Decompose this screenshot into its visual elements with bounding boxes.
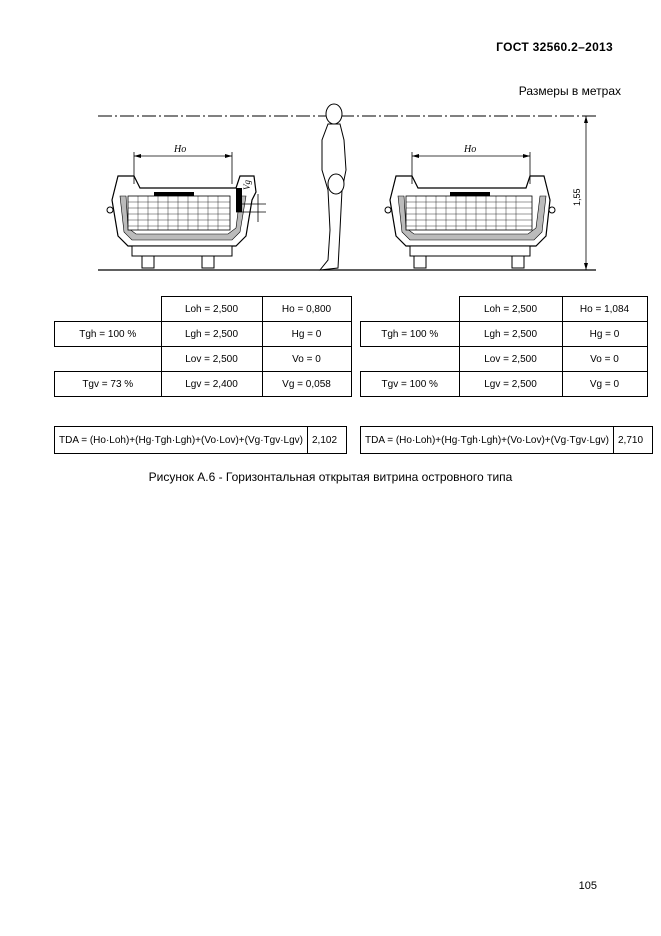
left-parameters-table (54, 296, 352, 397)
hg-cell: Hg = 0 (262, 322, 351, 347)
lgh-cell: Lgh = 2,500 (459, 322, 562, 347)
right-display-case (385, 144, 555, 268)
vo-cell: Vo = 0 (262, 347, 351, 372)
tda-value: 2,102 (307, 427, 346, 454)
ho-label-right: Ho (464, 144, 477, 155)
tgv-cell: Tgv = 73 % (55, 372, 162, 397)
figure-caption: Рисунок А.6 - Горизонтальная открытая витрина островного типа (148, 470, 513, 484)
tda-value: 2,710 (613, 427, 652, 454)
table-row (361, 427, 653, 454)
lov-cell: Lov = 2,500 (161, 347, 262, 372)
human-figure (320, 104, 346, 270)
page-number: 105 (578, 880, 597, 892)
loh-cell: Loh = 2,500 (161, 297, 262, 322)
ho-cell: Ho = 1,084 (562, 297, 647, 322)
table-row (55, 322, 352, 347)
table-row (55, 427, 347, 454)
units-note: Размеры в метрах (518, 84, 621, 98)
right-parameters-table (360, 296, 648, 397)
lgh-cell: Lgh = 2,500 (161, 322, 262, 347)
tgh-cell: Tgh = 100 % (55, 322, 162, 347)
tda-formula: TDA = (Ho·Loh)+(Hg·Tgh·Lgh)+(Vo·Lov)+(Vg·Tgv·Lgv) (55, 427, 308, 454)
height-dimension (572, 116, 588, 270)
left-tda-table (54, 426, 347, 454)
tgh-cell: Tgh = 100 % (361, 322, 460, 347)
table-row (361, 297, 648, 322)
ho-label-left: Ho (174, 144, 187, 155)
hg-cell: Hg = 0 (562, 322, 647, 347)
right-tda-table (360, 426, 653, 454)
display-case-drawing (0, 100, 661, 280)
table-row (361, 372, 648, 397)
table-row (55, 347, 352, 372)
table-row (361, 322, 648, 347)
ho-cell: Ho = 0,800 (262, 297, 351, 322)
lgv-cell: Lgv = 2,400 (161, 372, 262, 397)
vo-cell: Vo = 0 (562, 347, 647, 372)
vg-label: Vg (242, 180, 252, 190)
height-dimension-label: 1,55 (572, 188, 582, 206)
lov-cell: Lov = 2,500 (459, 347, 562, 372)
left-display-case (107, 144, 266, 268)
table-row (361, 347, 648, 372)
table-row (55, 297, 352, 322)
vg-cell: Vg = 0 (562, 372, 647, 397)
loh-cell: Loh = 2,500 (459, 297, 562, 322)
lgv-cell: Lgv = 2,500 (459, 372, 562, 397)
tgv-cell: Tgv = 100 % (361, 372, 460, 397)
document-header: ГОСТ 32560.2–2013 (496, 40, 613, 54)
table-row (55, 372, 352, 397)
tda-formula: TDA = (Ho·Loh)+(Hg·Tgh·Lgh)+(Vo·Lov)+(Vg·Tgv·Lgv) (361, 427, 614, 454)
vg-cell: Vg = 0,058 (262, 372, 351, 397)
